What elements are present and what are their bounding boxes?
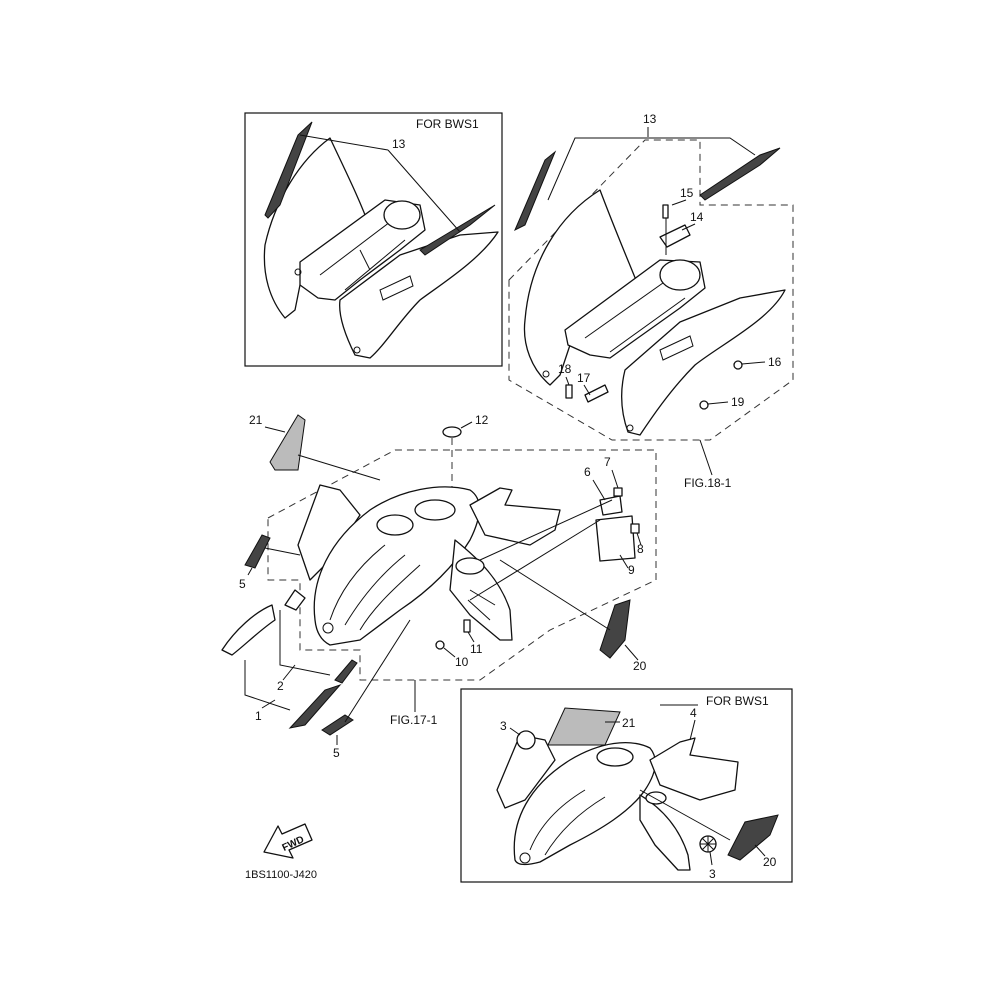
part-6-plate bbox=[600, 496, 622, 515]
side-decal-left-top bbox=[515, 152, 555, 230]
exploded-rear-fender bbox=[509, 112, 793, 490]
callout-14: 14 bbox=[690, 210, 704, 224]
part-16-nut bbox=[734, 361, 742, 369]
callout-6: 6 bbox=[584, 465, 591, 479]
inset-bottom-right bbox=[461, 689, 792, 882]
callout-21-inset: 21 bbox=[622, 716, 636, 730]
callout-21-main: 21 bbox=[249, 413, 263, 427]
callout-11: 11 bbox=[470, 642, 483, 656]
forward-indicator bbox=[264, 824, 312, 858]
callout-20-inset: 20 bbox=[763, 855, 777, 869]
part-19-nut bbox=[700, 401, 708, 409]
part-11-screw bbox=[464, 620, 470, 632]
callout-1: 1 bbox=[255, 709, 262, 723]
part-21-decal bbox=[270, 415, 305, 470]
part-10-bolt bbox=[631, 524, 639, 533]
callout-4: 4 bbox=[690, 706, 697, 720]
small-decal-lower bbox=[335, 660, 357, 683]
callout-10: 8 bbox=[637, 542, 644, 556]
callout-15: 15 bbox=[680, 186, 694, 200]
callout-7: 7 bbox=[604, 455, 611, 469]
part-7-bolt bbox=[614, 488, 622, 496]
callout-12: 12 bbox=[475, 413, 489, 427]
callout-13-top: 13 bbox=[643, 112, 657, 126]
rear-fender-part bbox=[264, 138, 498, 358]
side-decal-right-top bbox=[700, 148, 780, 200]
callout-19: 19 bbox=[731, 395, 745, 409]
callout-18: 18 bbox=[558, 362, 572, 376]
part-2-piece bbox=[285, 590, 305, 610]
part-5-decal-lower bbox=[322, 715, 353, 735]
part-18-screw bbox=[566, 385, 572, 398]
part-1-panel bbox=[222, 605, 275, 655]
fwd-label: FWD bbox=[280, 834, 306, 854]
callout-9: 9 bbox=[628, 563, 635, 577]
inset-bottom-title: FOR BWS1 bbox=[706, 694, 769, 708]
callout-2: 2 bbox=[277, 679, 284, 693]
part-21-decal-inset bbox=[548, 708, 620, 745]
part-17-plate bbox=[585, 385, 608, 402]
callout-5-upper: 5 bbox=[239, 577, 246, 591]
callout-3-lower: 3 bbox=[709, 867, 716, 881]
part-8-nut bbox=[436, 641, 444, 649]
part-20-decal-inset bbox=[728, 815, 778, 860]
callout-20-main: 20 bbox=[633, 659, 647, 673]
fig-ref-17-1: FIG.17-1 bbox=[390, 713, 438, 727]
callout-8: 10 bbox=[455, 655, 469, 669]
part-20-decal bbox=[600, 600, 630, 658]
part-15-bolt bbox=[663, 205, 668, 218]
side-decal-lower-left bbox=[290, 685, 340, 728]
inset-top-left bbox=[245, 113, 502, 366]
part-9-panel bbox=[596, 516, 635, 561]
part-3-emblem-upper bbox=[517, 731, 535, 749]
fig-ref-18-1: FIG.18-1 bbox=[684, 476, 732, 490]
diagram-code: 1BS1100-J420 bbox=[245, 869, 317, 881]
callout-13-inset: 13 bbox=[392, 137, 406, 151]
front-fender-part bbox=[298, 485, 560, 645]
inset-title: FOR BWS1 bbox=[416, 117, 479, 131]
callout-5-lower: 5 bbox=[333, 746, 340, 760]
callout-3-upper: 3 bbox=[500, 719, 507, 733]
callout-17: 17 bbox=[577, 371, 591, 385]
part-5-decal-upper bbox=[245, 535, 270, 568]
part-12-emblem bbox=[443, 427, 461, 437]
rear-fender-part-top bbox=[524, 190, 785, 435]
callout-16: 16 bbox=[768, 355, 782, 369]
exploded-front-fender bbox=[222, 413, 656, 760]
